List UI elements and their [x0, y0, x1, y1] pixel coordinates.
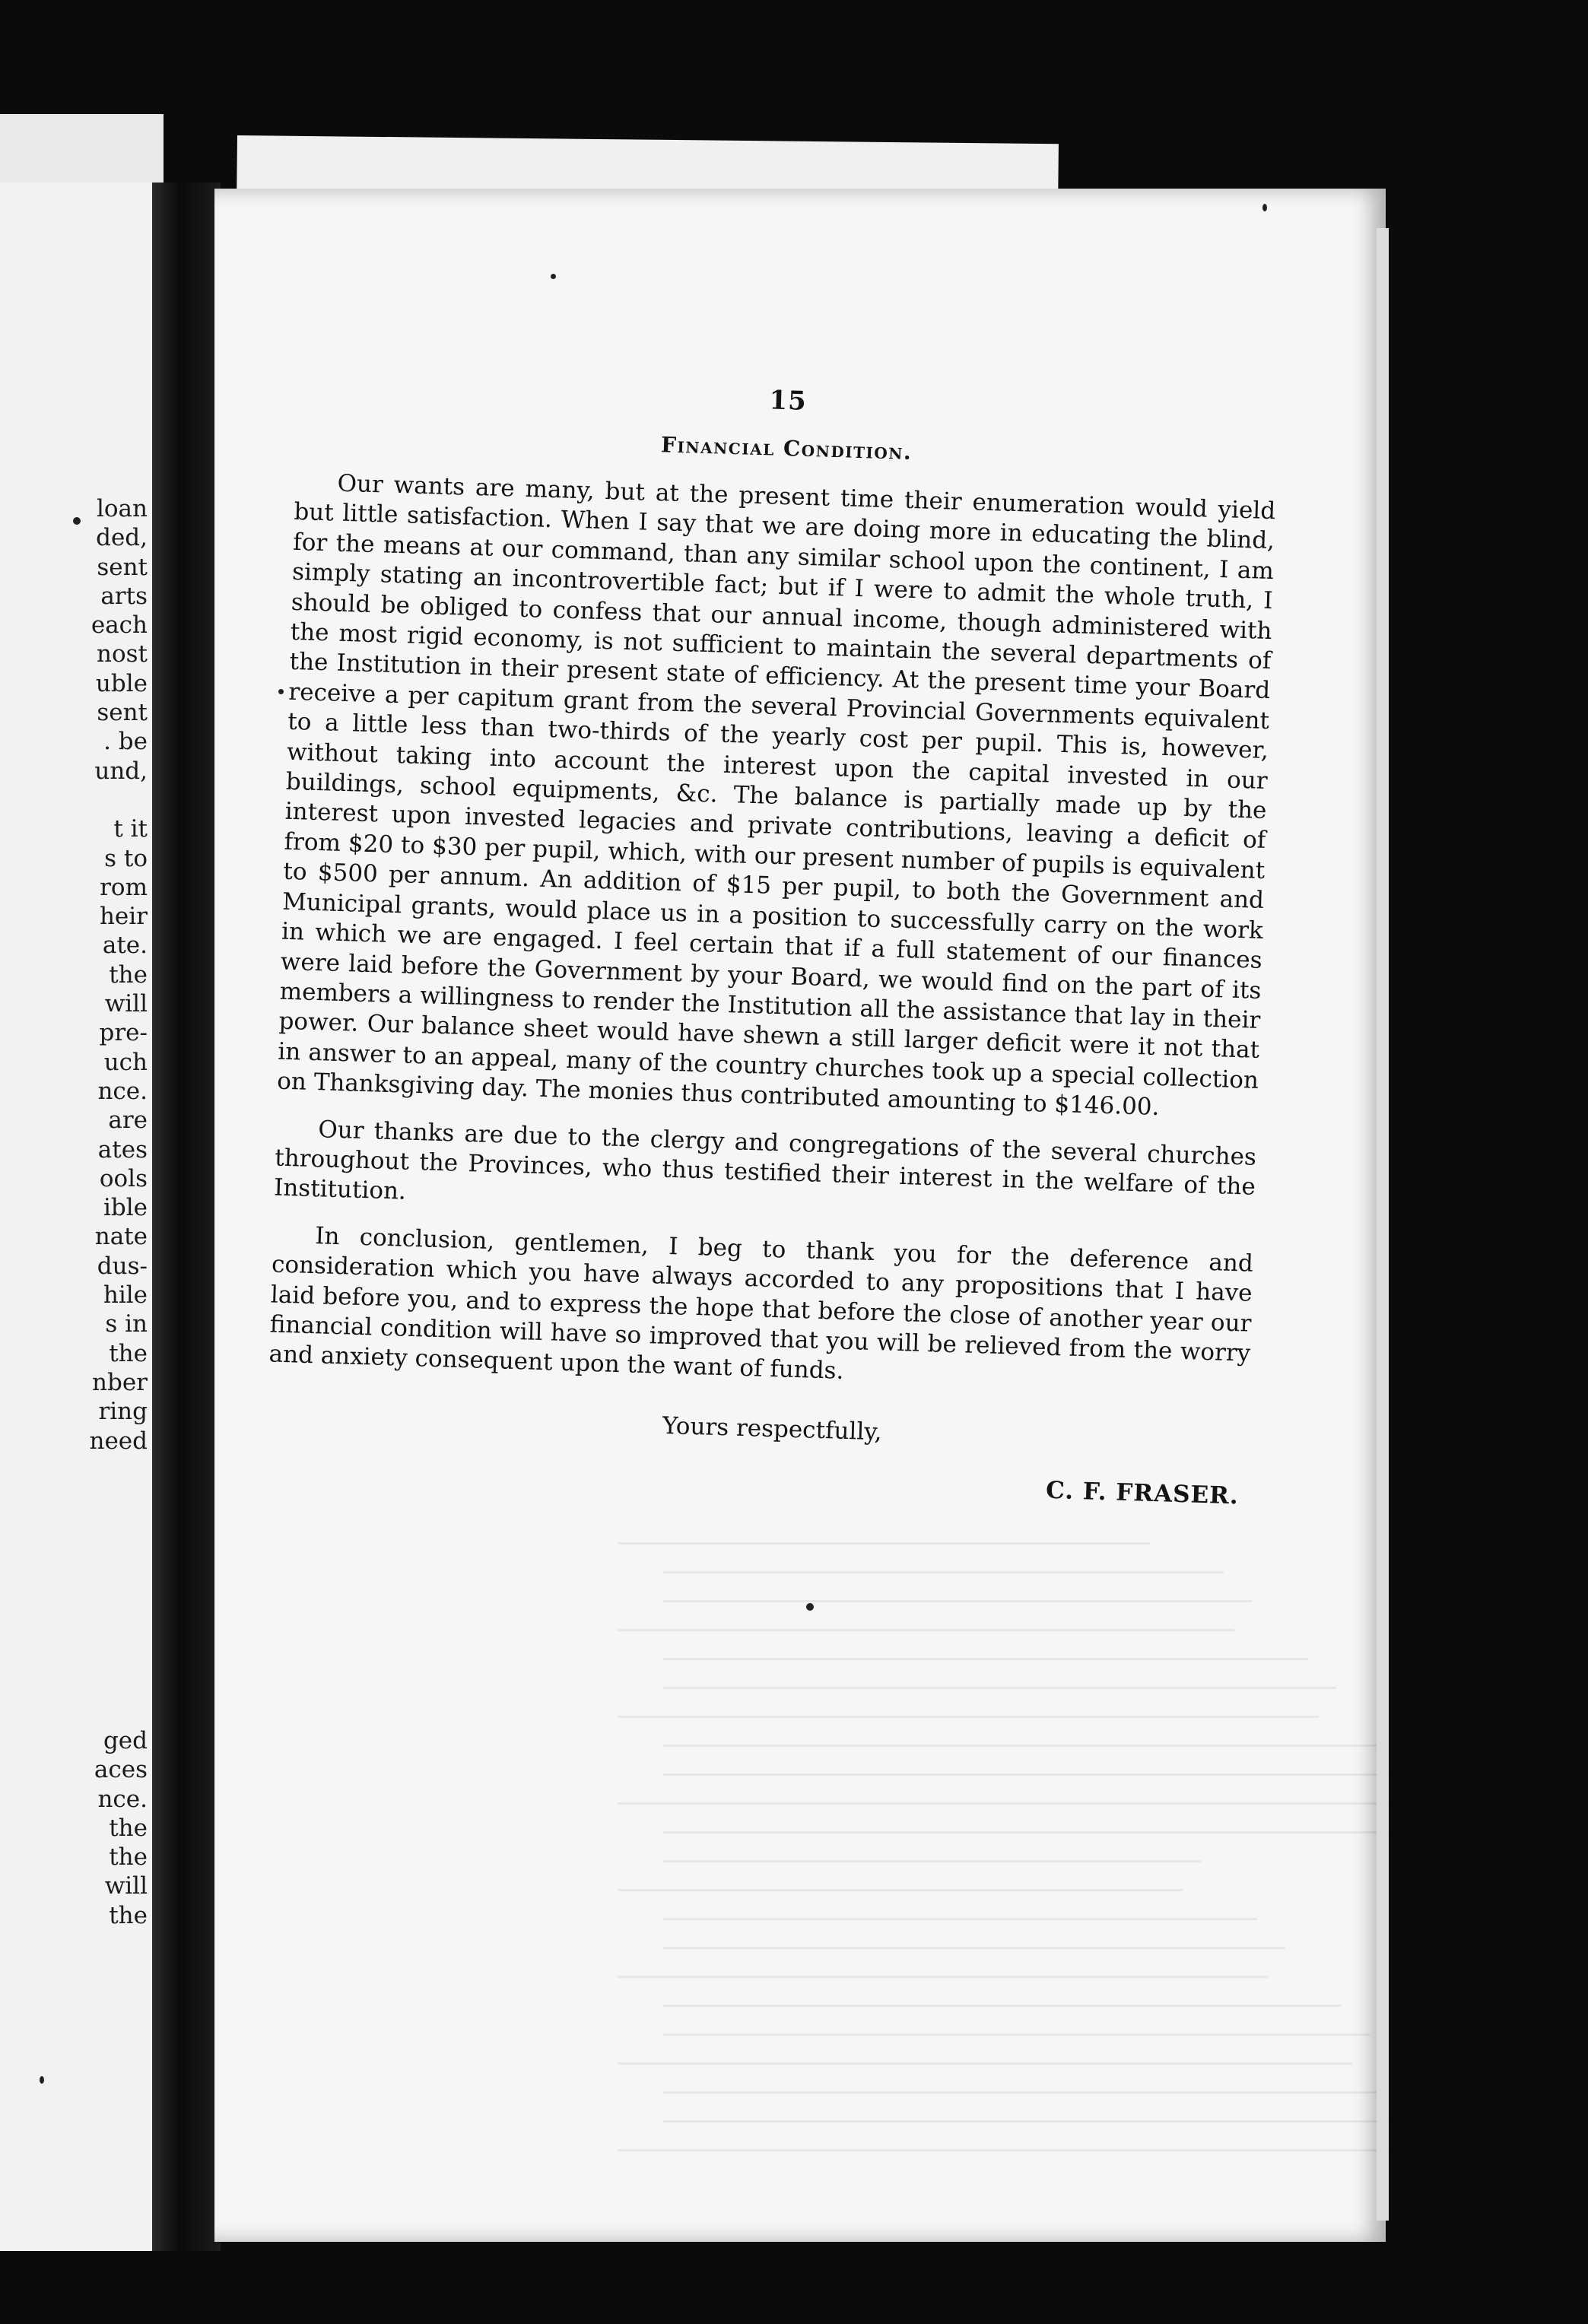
left-page-fragment: nce.	[97, 1785, 148, 1813]
left-page-fragment: the	[109, 1814, 148, 1842]
left-page-fragment: nost	[97, 640, 148, 668]
left-page-fragment: will	[104, 990, 148, 1018]
document-page	[214, 189, 1386, 2242]
left-page-fragment: nce.	[97, 1077, 148, 1105]
page-content	[265, 371, 1279, 1510]
reverse-page-bleed	[618, 1542, 1492, 2227]
left-page-fragment: the	[109, 1843, 148, 1872]
bleed-line	[618, 1716, 1319, 1718]
page-edge	[1377, 228, 1389, 2221]
dust-speck	[40, 2076, 44, 2084]
left-page-fragment: uble	[95, 669, 148, 697]
paragraph-financial-wants: Our wants are many, but at the present time their enumeration would yield but little satisfaction. When I say that we are doing more in educating the blind, for the means at our command, than any similar school upon the continent, I am simply stating an incontrovertible fact; but if I were to admit the whole truth, I should be obliged to confess that our annual income, though administered with the most rigid economy, is not sufficient to maintain the several departments of the Institution in their present state of efficiency. At the present time your Board receive a per capitum grant from the several Provincial Governments equivalent to a little less than two-thirds of the yearly cost per pupil. This is, however, without taking into account the interest upon the capital invested in our buildings, school equipments, &c. The balance is partially made up by the interest upon invested legacies and private contributions, leaving a deficit of from $20 to $30 per pupil, which, with our present number of pupils is equivalent to $500 per annum. An addition of $15 per pupil, to both the Government and Municipal grants, would place us in a position to successfully carry on the work in which we are engaged. I feel certain that if a full statement of our finances were laid before the Government by your Board, we would find on the part of its members a willingness to render the Institution all the assistance that lay in their power. Our balance sheet would have shewn a still larger deficit were it not that in answer to an appeal, many of the country churches took up a special collection on Thanksgiving day. The monies thus contributed amounting to $146.00.	[276, 469, 1276, 1122]
left-page-fragment: s in	[105, 1310, 148, 1338]
left-page-fragment: sent	[97, 699, 148, 727]
bleed-line	[618, 1802, 1403, 1805]
left-page-text-top	[89, 494, 148, 1456]
dust-speck	[551, 274, 556, 279]
left-page-fragment: rom	[100, 873, 148, 901]
left-page-fragment: t it	[113, 815, 148, 843]
bleed-line	[618, 1629, 1234, 1631]
closing-salutation: Yours respectfully,	[662, 1411, 883, 1446]
left-page-fragment: need	[89, 1427, 148, 1455]
left-page-fragment: sent	[97, 553, 148, 581]
left-page-fragment: aces	[94, 1756, 148, 1784]
bleed-line	[663, 1831, 1477, 1833]
left-page-fragment: und,	[94, 757, 148, 785]
bleed-line	[663, 1918, 1257, 1920]
left-page-fragment: each	[91, 611, 148, 640]
left-page-fragment	[89, 786, 148, 814]
bleed-line	[663, 1571, 1224, 1573]
dust-speck	[806, 1603, 814, 1611]
bleed-line	[663, 1658, 1308, 1660]
left-page-text-bottom	[94, 1726, 148, 1930]
left-page-fragment: ring	[98, 1398, 148, 1426]
left-page-fragment: heir	[99, 903, 148, 931]
left-page-fragment: pre-	[99, 1019, 148, 1047]
page-number: 15	[768, 385, 808, 417]
bleed-line	[618, 2062, 1352, 2065]
left-page-fragment: . be	[103, 728, 148, 756]
left-facing-page	[0, 183, 152, 2251]
left-page-fragment: the	[109, 960, 148, 989]
bleed-line	[663, 1687, 1336, 1689]
bleed-line	[663, 1773, 1421, 1776]
left-page-fragment: the	[109, 1901, 148, 1929]
left-page-fragment: dus-	[97, 1252, 148, 1280]
left-page-fragment: ded,	[96, 524, 148, 552]
left-page-fragment: nate	[94, 1223, 148, 1251]
bleed-line	[663, 2120, 1454, 2122]
dust-speck	[278, 689, 284, 694]
bleed-line	[663, 1947, 1285, 1949]
bleed-line	[618, 1889, 1183, 1891]
left-page-fragment: s to	[104, 844, 148, 872]
left-page-fragment: will	[104, 1872, 148, 1900]
left-page-fragment: ools	[99, 1164, 148, 1192]
left-page-fragment: uch	[103, 1048, 148, 1076]
left-page-fragment: arts	[100, 582, 148, 610]
bleed-line	[663, 1860, 1201, 1862]
left-page-fragment: ates	[97, 1135, 148, 1164]
paragraph-conclusion: In conclusion, gentlemen, I beg to thank you for the deference and consideration which you have always accorded to any propositions that I have laid before you, and to express the hope that before the close of another year our financial condition will have so improved that you will be relieved from the worry and anxiety consequent upon the want of funds.	[268, 1221, 1254, 1386]
bleed-line	[663, 1745, 1393, 1747]
left-page-fragment: hile	[103, 1281, 148, 1310]
bleed-line	[618, 1542, 1150, 1545]
signature: C. F. FRASER.	[1045, 1476, 1240, 1510]
bleed-line	[663, 2091, 1426, 2094]
left-page-fragment: ate.	[102, 932, 148, 960]
left-page-fragment: the	[109, 1339, 148, 1367]
bleed-line	[618, 2149, 1437, 2151]
paragraph-thanks-clergy: Our thanks are due to the clergy and congregations of the several churches throughout the Provinces, who thus testified their interest in the welfare of the Institution.	[273, 1115, 1257, 1206]
bleed-line	[663, 2005, 1342, 2007]
left-page-fragment: loan	[96, 495, 148, 522]
bleed-line	[618, 1976, 1268, 1978]
bleed-line	[663, 1600, 1252, 1602]
left-page-fragment: ible	[103, 1194, 148, 1222]
left-page-fragment: nber	[92, 1368, 148, 1396]
dust-speck	[73, 517, 81, 525]
left-page-fragment: are	[108, 1106, 148, 1135]
section-heading: Financial Condition.	[660, 432, 913, 465]
bleed-line	[663, 2034, 1370, 2036]
book-gutter	[152, 183, 221, 2251]
left-page-fragment: ged	[103, 1727, 148, 1754]
dust-speck	[1262, 204, 1267, 211]
